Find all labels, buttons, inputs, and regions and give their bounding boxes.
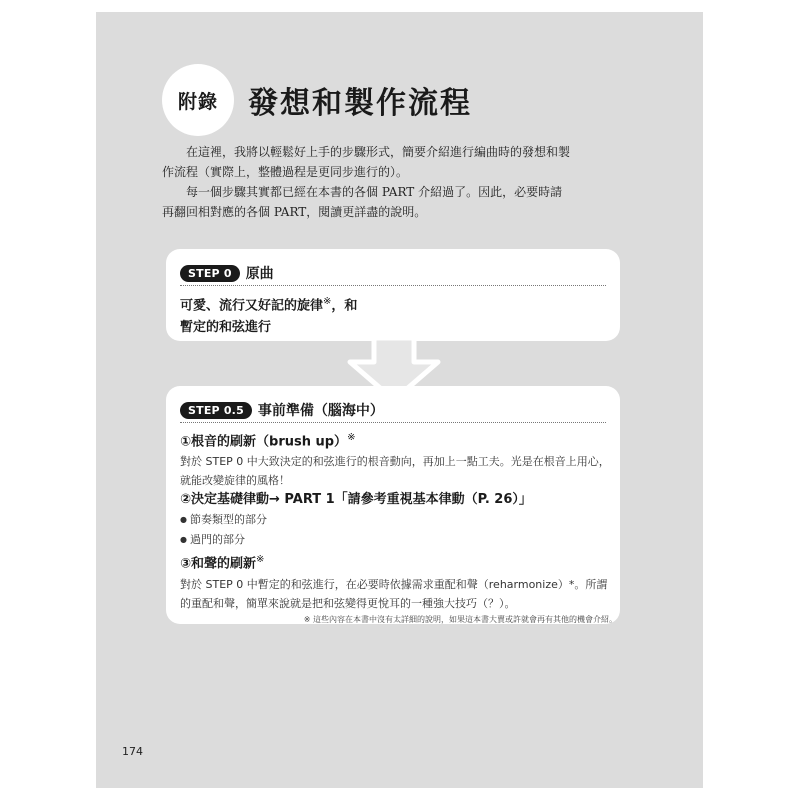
step-0-header bbox=[180, 263, 274, 283]
step-0-title: 原曲 bbox=[245, 266, 274, 282]
intro-paragraph-1: 在這裡，我將以輕鬆好上手的步驟形式，簡要介紹進行編曲時的發想和製作流程（實際上，整體過程是更同步進行的）。 bbox=[162, 145, 571, 179]
step-0-5-card bbox=[166, 386, 620, 624]
item-2-heading: ②決定基礎律動→ PART 1「請參考重視基本律動（P. 26）」 bbox=[180, 492, 532, 508]
footnote-mark: ※ bbox=[347, 432, 356, 443]
appendix-badge: 附錄 bbox=[162, 64, 234, 136]
dotted-divider bbox=[180, 285, 606, 286]
dotted-divider bbox=[180, 422, 606, 423]
step-0-pill: STEP 0 bbox=[180, 265, 240, 282]
step-0-line-1-text: 可愛、流行又好記的旋律 bbox=[180, 298, 324, 314]
step-0-body bbox=[180, 291, 357, 339]
step-0-line-1 bbox=[180, 291, 357, 317]
step-0-card bbox=[166, 249, 620, 341]
page-number: 174 bbox=[122, 745, 143, 758]
item-1-heading bbox=[180, 428, 610, 452]
intro-text bbox=[162, 142, 572, 222]
item-1-body: 對於 STEP 0 中大致決定的和弦進行的根音動向，再加上一點工夫。光是在根音上用心，就能改變旋律的風格！ bbox=[180, 455, 610, 488]
step-0-line-2: 暫定的和弦進行 bbox=[180, 320, 272, 336]
step-0-5-pill: STEP 0.5 bbox=[180, 402, 252, 419]
step-0-5-header bbox=[180, 400, 384, 420]
item-2-bullet-2: ● 過門的部分 bbox=[180, 530, 610, 550]
item-3-heading-text: ③和聲的刷新 bbox=[180, 556, 257, 572]
item-1-heading-text: ①根音的刷新（brush up） bbox=[180, 434, 348, 450]
footnote-mark: ※ bbox=[323, 296, 332, 307]
item-3-heading bbox=[180, 550, 610, 574]
item-2-bullet-1: ● 節奏類型的部分 bbox=[180, 510, 610, 530]
step-0-line-1-tail: ，和 bbox=[331, 298, 358, 314]
footnote: ※ 這些內容在本書中沒有太詳細的說明，如果這本書大賣或許就會再有其他的機會介紹。 bbox=[303, 615, 617, 624]
book-page bbox=[96, 12, 703, 788]
footnote-mark: ※ bbox=[256, 554, 265, 566]
intro-paragraph-2: 每一個步驟其實都已經在本書的各個 PART 介紹過了。因此，必要時請再翻回相對應的各個 PART，閱讀更詳盡的說明。 bbox=[162, 185, 563, 219]
page-title: 發想和製作流程 bbox=[248, 86, 472, 121]
item-3-body: 對於 STEP 0 中暫定的和弦進行，在必要時依據需求重配和聲（reharmonize）*。所謂的重配和聲，簡單來說就是把和弦變得更悅耳的一種強大技巧（？）。 bbox=[180, 577, 608, 610]
step-0-5-content bbox=[180, 428, 610, 613]
page-heading bbox=[162, 64, 472, 136]
step-0-5-title: 事前準備（腦海中） bbox=[257, 403, 384, 419]
